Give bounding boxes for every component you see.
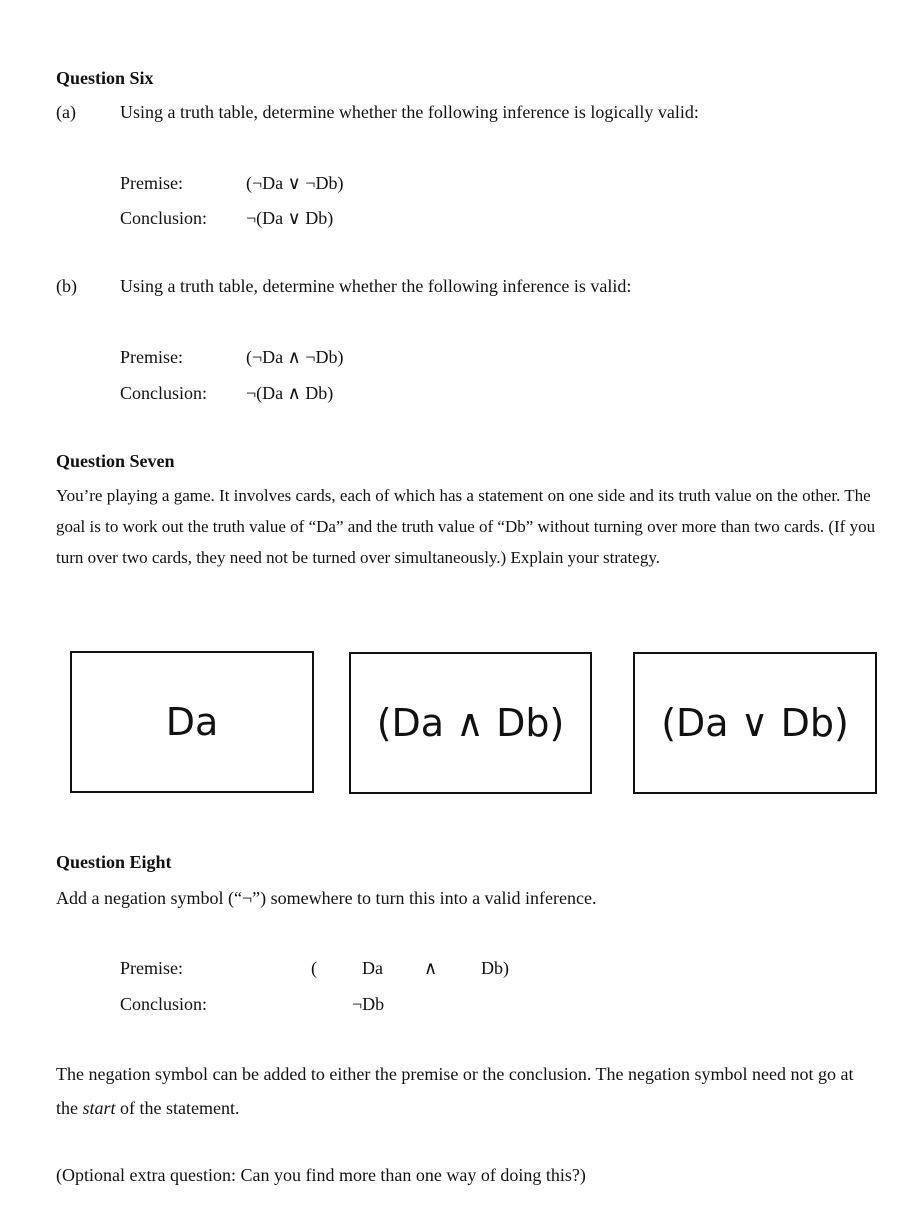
part-a-conclusion-label: Conclusion: — [120, 208, 208, 228]
question-six-heading: Question Six — [56, 68, 154, 88]
card-da[interactable]: Da — [70, 651, 314, 793]
part-a-marker: (a) — [56, 102, 76, 122]
q8-note — [56, 1057, 876, 1125]
q8-conclusion-label: Conclusion: — [120, 994, 208, 1014]
part-a-conclusion: ¬(Da ∨ Db) — [246, 208, 334, 228]
part-b-conclusion-label: Conclusion: — [120, 383, 208, 403]
q8-optional-question: (Optional extra question: Can you find more than one way of doing this?) — [56, 1165, 586, 1185]
q8-note-after: of the statement. — [115, 1098, 240, 1118]
question-eight-text: Add a negation symbol (“¬”) somewhere to turn this into a valid inference. — [56, 888, 597, 908]
part-b-premise: (¬Da ∧ ¬Db) — [246, 347, 344, 367]
q8-premise-open-paren: ( — [311, 958, 317, 978]
card-da-or-db[interactable]: (Da ∨ Db) — [633, 652, 877, 794]
part-a-premise-label: Premise: — [120, 173, 183, 193]
part-b-conclusion: ¬(Da ∧ Db) — [246, 383, 334, 403]
q8-premise-da: Da — [362, 958, 383, 978]
card-da-and-db[interactable]: (Da ∧ Db) — [349, 652, 592, 794]
q8-premise-db: Db) — [481, 958, 509, 978]
question-seven-text: You’re playing a game. It involves cards, each of which has a statement on one side and its truth value on the other. The goal is to work out the truth value of “Da” and the truth value of “Db” without turning over more than two cards. (If you turn over two cards, they need not be turned over simultaneously.) Explain your strategy. — [56, 486, 876, 567]
part-b-text: Using a truth table, determine whether the following inference is valid: — [120, 276, 632, 296]
q8-premise-and: ∧ — [424, 958, 438, 978]
question-seven-heading: Question Seven — [56, 451, 175, 471]
q8-note-emphasis: start — [82, 1098, 116, 1118]
q8-note-before: The negation symbol can be added to either the premise or the conclusion. The negation symbol need not go at the — [56, 1064, 854, 1118]
part-b-premise-label: Premise: — [120, 347, 183, 367]
question-eight-heading: Question Eight — [56, 852, 172, 872]
part-a-text: Using a truth table, determine whether the following inference is logically valid: — [120, 102, 699, 122]
q8-conclusion: ¬Db — [352, 994, 385, 1014]
part-a-premise: (¬Da ∨ ¬Db) — [246, 173, 344, 193]
part-b-marker: (b) — [56, 276, 77, 296]
q8-premise-label: Premise: — [120, 958, 183, 978]
